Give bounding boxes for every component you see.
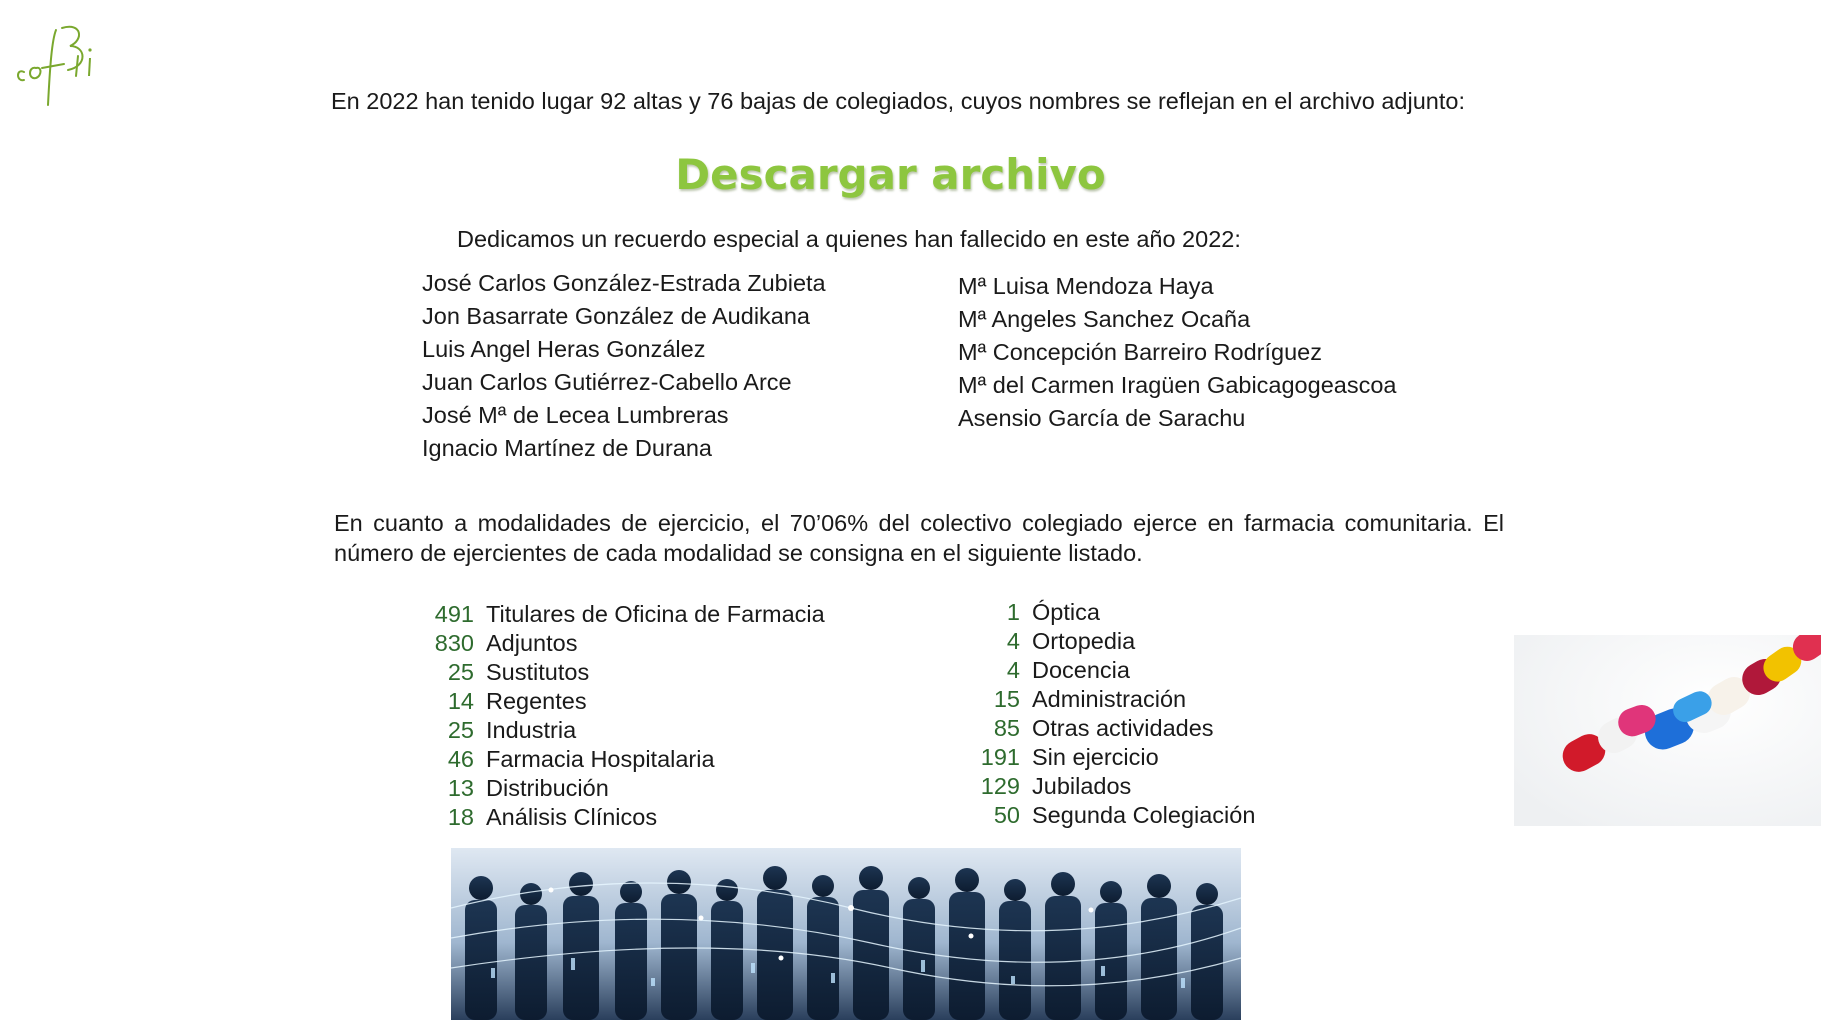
stat-count: 4 <box>1006 628 1020 654</box>
deceased-list-left <box>422 267 826 465</box>
stats-list-right <box>965 598 1255 830</box>
stat-row <box>420 803 825 832</box>
stat-row <box>965 772 1255 801</box>
stat-row <box>965 685 1255 714</box>
stat-row <box>420 687 825 716</box>
stat-count: 129 <box>980 773 1020 799</box>
stat-label: Industria <box>486 717 577 743</box>
stat-label: Farmacia Hospitalaria <box>486 746 715 772</box>
stat-count: 50 <box>993 802 1020 828</box>
stat-label: Otras actividades <box>1032 715 1214 741</box>
deceased-name: Jon Basarrate González de Audikana <box>422 303 811 329</box>
stat-label: Administración <box>1032 686 1187 712</box>
stat-label: Análisis Clínicos <box>486 804 658 830</box>
crowd-network-photo <box>451 848 1241 1020</box>
deceased-name: Juan Carlos Gutiérrez-Cabello Arce <box>422 369 792 395</box>
stat-count: 191 <box>980 744 1020 770</box>
stat-count: 15 <box>993 686 1020 712</box>
stat-count: 830 <box>434 630 474 656</box>
stat-label: Ortopedia <box>1032 628 1136 654</box>
stat-label: Regentes <box>486 688 587 714</box>
cofbi-logo <box>12 10 102 110</box>
stat-label: Titulares de Oficina de Farmacia <box>486 601 825 627</box>
stat-count: 25 <box>447 717 474 743</box>
deceased-name: José Carlos González-Estrada Zubieta <box>422 270 826 296</box>
deceased-name: Mª Concepción Barreiro Rodríguez <box>958 339 1322 365</box>
stat-count: 18 <box>447 804 474 830</box>
stat-count: 491 <box>434 601 474 627</box>
stat-row <box>420 745 825 774</box>
stat-count: 1 <box>1006 599 1020 625</box>
stat-count: 46 <box>447 746 474 772</box>
deceased-list-right <box>958 270 1396 435</box>
stat-count: 4 <box>1006 657 1020 683</box>
stat-row <box>420 716 825 745</box>
pills-photo <box>1514 635 1821 826</box>
stat-row <box>965 656 1255 685</box>
deceased-name: Luis Angel Heras González <box>422 336 706 362</box>
stat-row <box>965 743 1255 772</box>
stat-row <box>420 658 825 687</box>
stat-label: Óptica <box>1032 599 1100 625</box>
stat-label: Distribución <box>486 775 609 801</box>
tribute-text: Dedicamos un recuerdo especial a quienes han fallecido en este año 2022: <box>457 226 1241 252</box>
stat-label: Sustitutos <box>486 659 590 685</box>
stat-row <box>965 801 1255 830</box>
stat-row <box>420 600 825 629</box>
stat-count: 85 <box>993 715 1020 741</box>
stat-label: Adjuntos <box>486 630 578 656</box>
deceased-name: Ignacio Martínez de Durana <box>422 435 712 461</box>
stat-count: 25 <box>447 659 474 685</box>
deceased-name: Mª Angeles Sanchez Ocaña <box>958 306 1251 332</box>
stat-label: Sin ejercicio <box>1032 744 1159 770</box>
deceased-name: Asensio García de Sarachu <box>958 405 1246 431</box>
stat-label: Docencia <box>1032 657 1130 683</box>
deceased-name: José Mª de Lecea Lumbreras <box>422 402 729 428</box>
modalities-paragraph: En cuanto a modalidades de ejercicio, el 70’06% del colectivo colegiado ejerce en farmacia comunitaria. El número de ejercientes de cada modalidad se consigna en el siguiente listado. <box>334 510 1504 566</box>
stat-row <box>420 774 825 803</box>
deceased-name: Mª del Carmen Iragüen Gabicagogeascoa <box>958 372 1397 398</box>
intro-text: En 2022 han tenido lugar 92 altas y 76 bajas de colegiados, cuyos nombres se reflejan en el archivo adjunto: <box>331 88 1465 114</box>
stats-list-left <box>420 600 825 832</box>
download-file-link[interactable]: Descargar archivo <box>675 150 1106 199</box>
stat-count: 13 <box>447 775 474 801</box>
stat-label: Segunda Colegiación <box>1032 802 1256 828</box>
stat-row <box>965 598 1255 627</box>
deceased-name: Mª Luisa Mendoza Haya <box>958 273 1214 299</box>
stat-row <box>965 714 1255 743</box>
stat-count: 14 <box>447 688 474 714</box>
stat-label: Jubilados <box>1032 773 1132 799</box>
stat-row <box>965 627 1255 656</box>
stat-row <box>420 629 825 658</box>
